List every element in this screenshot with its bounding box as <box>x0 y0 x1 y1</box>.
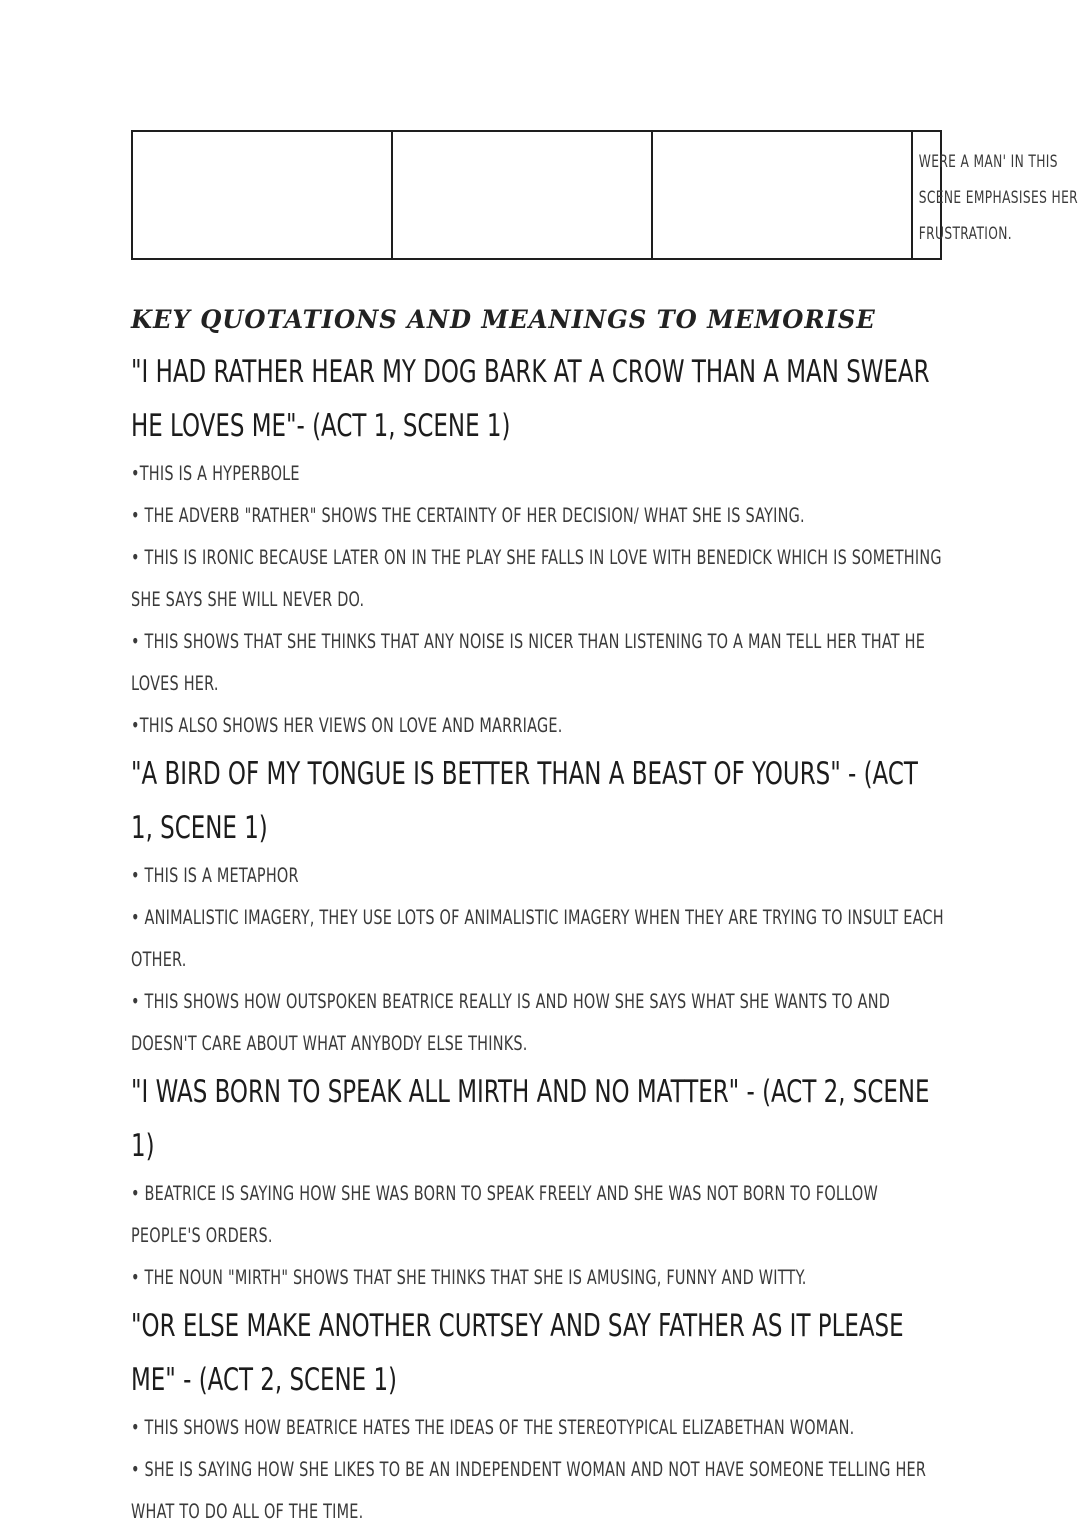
quotations-list <box>131 345 945 1533</box>
bullet-point: • THIS SHOWS HOW BEATRICE HATES THE IDEAS OF THE STEREOTYPICAL ELIZABETHAN WOMAN. <box>131 1416 855 1439</box>
bullet-point: • ANIMALISTIC IMAGERY, THEY USE LOTS OF ANIMALISTIC IMAGERY WHEN THEY ARE TRYING TO INSULT EACH OTHER. <box>131 906 944 971</box>
bullet-point: • SHE IS SAYING HOW SHE LIKES TO BE AN INDEPENDENT WOMAN AND NOT HAVE SOMEONE TELLING HER WHAT TO DO ALL OF THE TIME. <box>131 1458 927 1523</box>
notes-table <box>131 130 1079 260</box>
table-cell-text: WERE A MAN' IN THIS SCENE EMPHASISES HER FRUSTRATION. <box>918 152 1079 244</box>
quote-heading: "A BIRD OF MY TONGUE IS BETTER THAN A BEAST OF YOURS" - (ACT 1, SCENE 1) <box>131 756 918 846</box>
bullet-point: • THIS IS IRONIC BECAUSE LATER ON IN THE PLAY SHE FALLS IN LOVE WITH BENEDICK WHICH IS SOMETHING SHE SAYS SHE WILL NEVER DO. <box>131 546 942 611</box>
table-cell <box>133 132 393 258</box>
table-cell-text <box>393 132 579 144</box>
bullet-point: • THIS SHOWS THAT SHE THINKS THAT ANY NOISE IS NICER THAN LISTENING TO A MAN TELL HER THAT HE LOVES HER. <box>131 630 926 695</box>
table-cell <box>913 132 1080 258</box>
bullet-point: •THIS IS A HYPERBOLE <box>131 462 300 485</box>
table-cell <box>653 132 913 258</box>
bullet-point: • THE ADVERB "RATHER" SHOWS THE CERTAINTY OF HER DECISION/ WHAT SHE IS SAYING. <box>131 504 805 527</box>
table-cell-text <box>133 132 319 144</box>
quote-heading: "I WAS BORN TO SPEAK ALL MIRTH AND NO MATTER" - (ACT 2, SCENE 1) <box>131 1074 930 1164</box>
quote-heading: "I HAD RATHER HEAR MY DOG BARK AT A CROW THAN A MAN SWEAR HE LOVES ME"- (ACT 1, SCENE 1) <box>131 354 930 444</box>
bullet-point: • THIS SHOWS HOW OUTSPOKEN BEATRICE REALLY IS AND HOW SHE SAYS WHAT SHE WANTS TO AND DOESN'T CARE ABOUT WHAT ANYBODY ELSE THINKS. <box>131 990 891 1055</box>
bullet-point: • THE NOUN "MIRTH" SHOWS THAT SHE THINKS THAT SHE IS AMUSING, FUNNY AND WITTY. <box>131 1266 807 1289</box>
table-cell-text <box>653 132 839 144</box>
quote-heading: "OR ELSE MAKE ANOTHER CURTSEY AND SAY FATHER AS IT PLEASE ME" - (ACT 2, SCENE 1) <box>131 1308 904 1398</box>
table-cell <box>393 132 653 258</box>
section-title: KEY QUOTATIONS AND MEANINGS TO MEMORISE <box>131 305 876 334</box>
bullet-point: • THIS IS A METAPHOR <box>131 864 299 887</box>
bullet-point: •THIS ALSO SHOWS HER VIEWS ON LOVE AND MARRIAGE. <box>131 714 563 737</box>
bullet-point: • BEATRICE IS SAYING HOW SHE WAS BORN TO SPEAK FREELY AND SHE WAS NOT BORN TO FOLLOW PEOPLE'S ORDERS. <box>131 1182 878 1247</box>
